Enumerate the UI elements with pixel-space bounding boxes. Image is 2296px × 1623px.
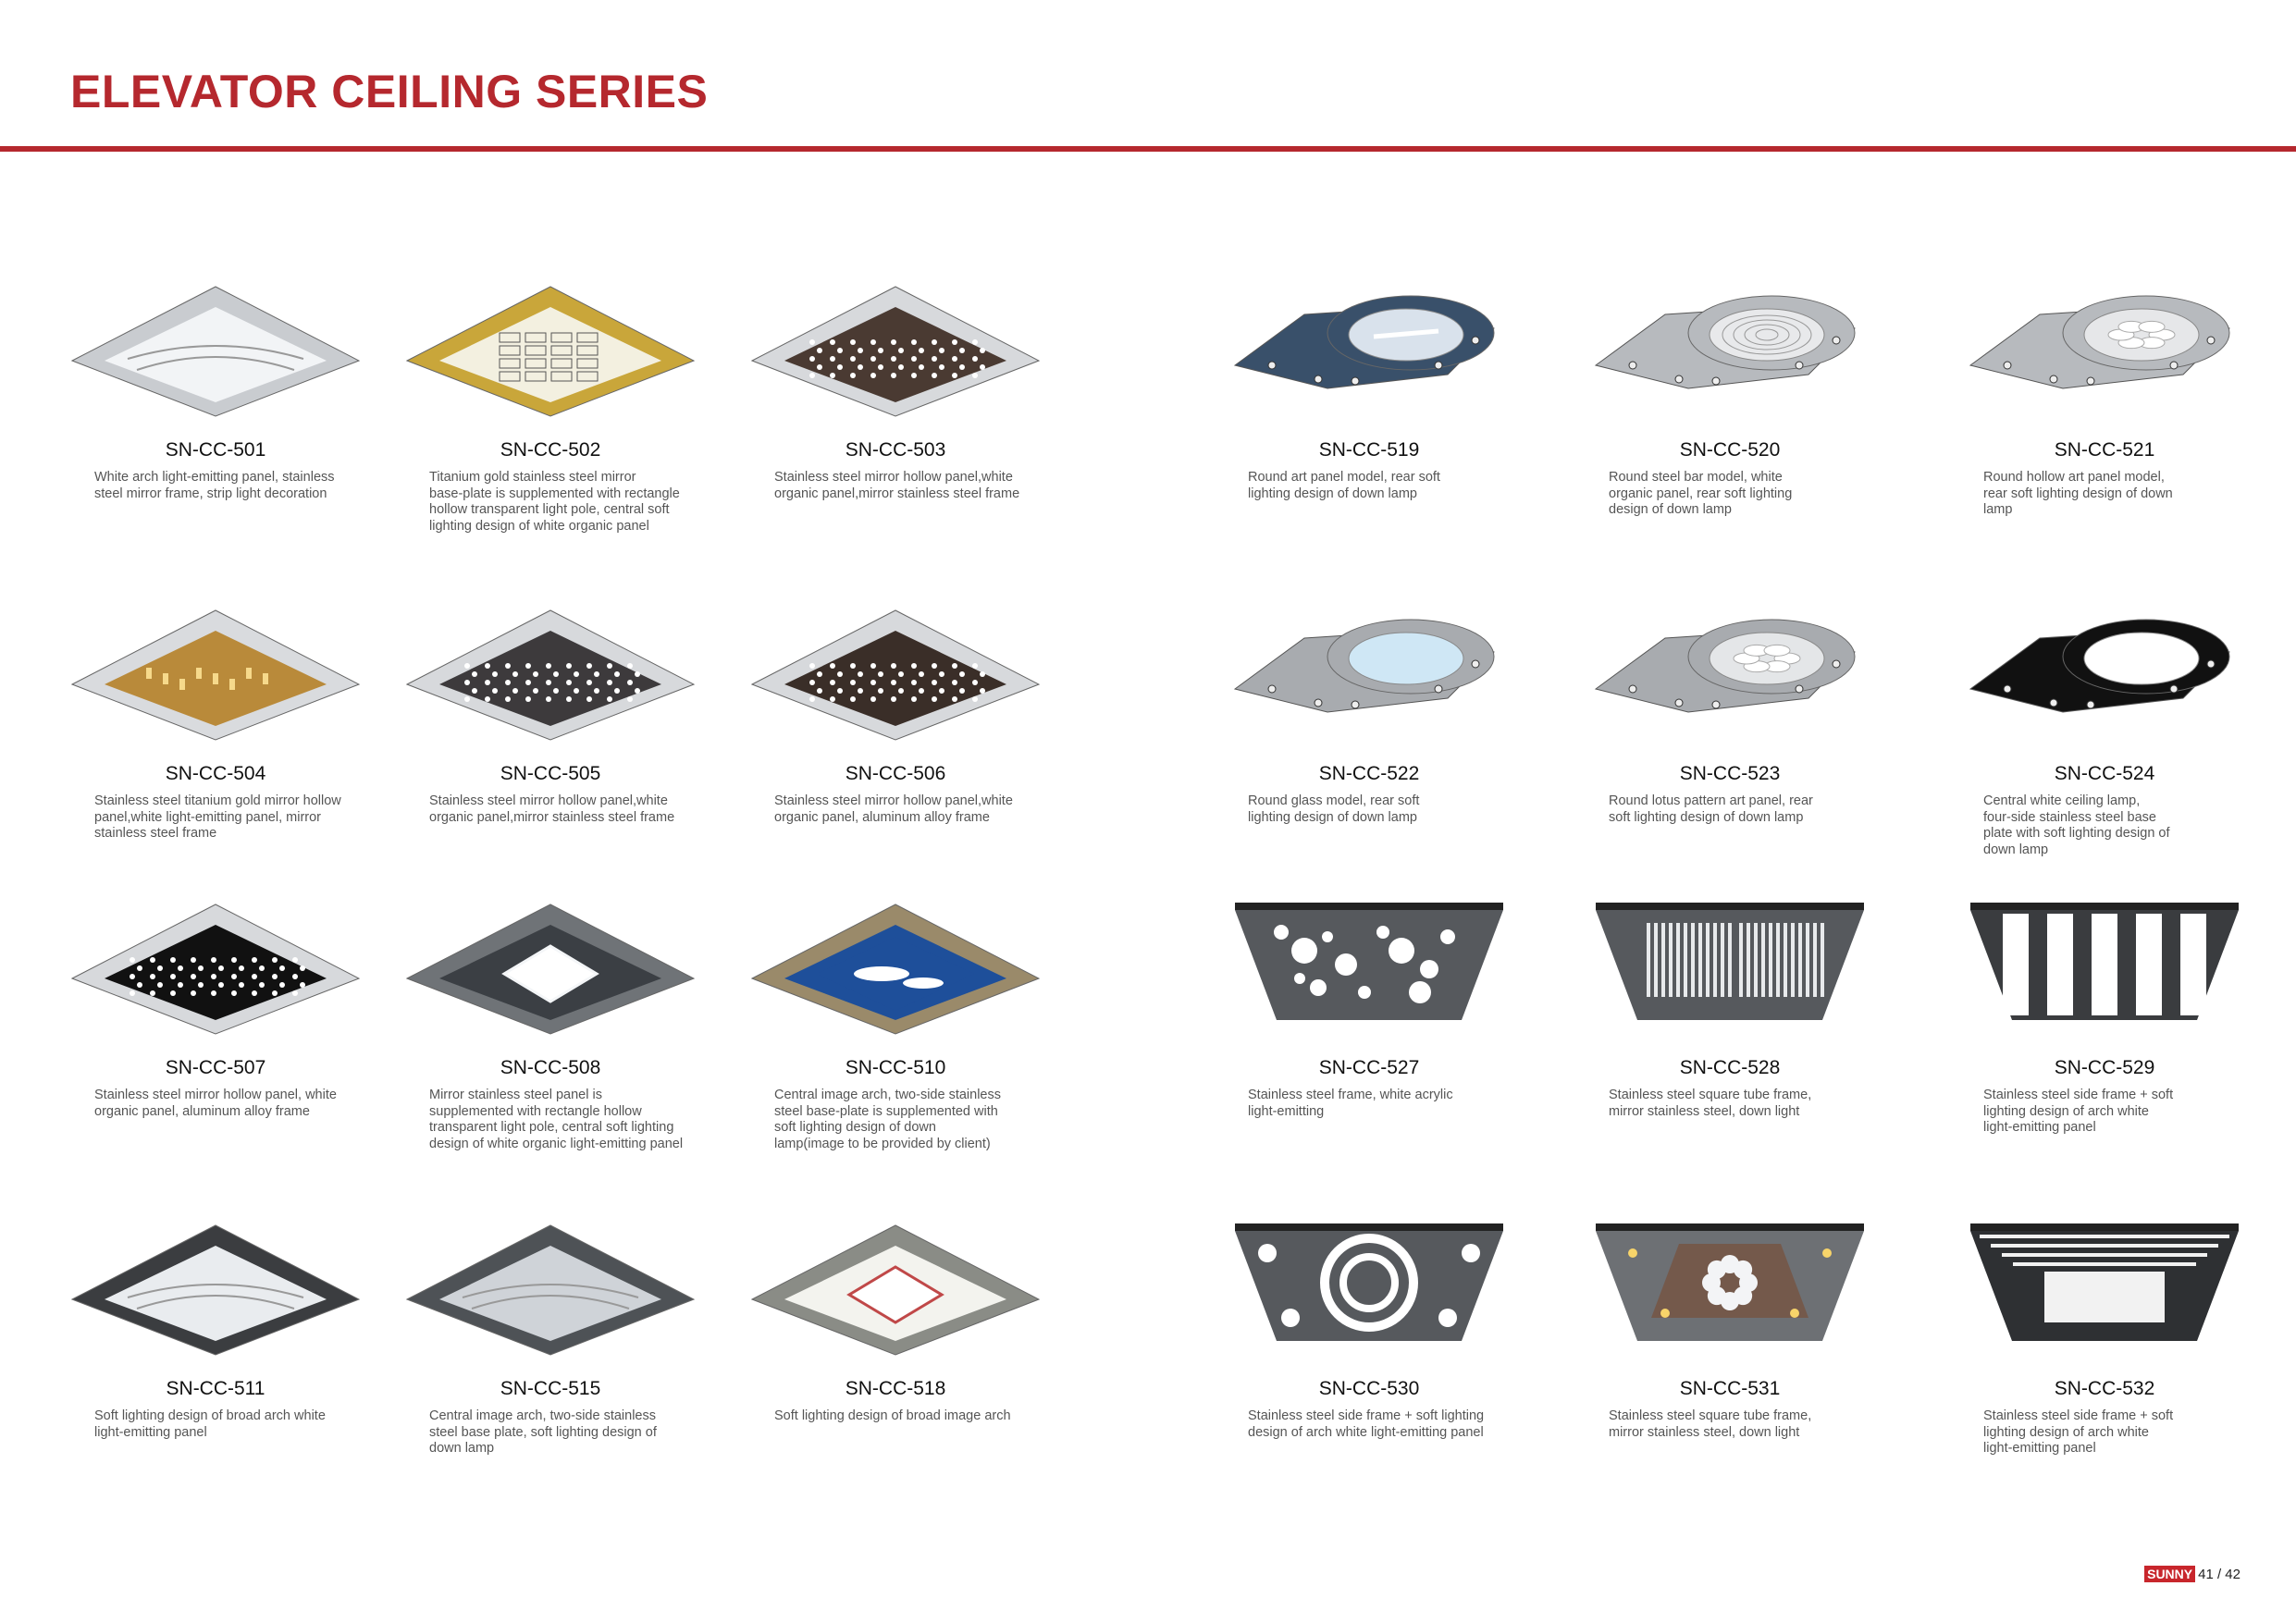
product-description (774, 1088, 1043, 1152)
product-code: SN-CC-524 (2054, 763, 2155, 784)
description-line: four-side stainless steel base (1983, 809, 2156, 825)
page-number: 41 / 42 (2198, 1566, 2240, 1582)
description-line: organic panel, aluminum alloy frame (774, 809, 990, 825)
ceiling-image-arch-icon (398, 1216, 703, 1364)
product-code: SN-CC-505 (500, 763, 601, 784)
ceiling-black-circles-icon (63, 895, 368, 1043)
product-description (1983, 1408, 2252, 1457)
description-line: Stainless steel mirror hollow panel,white (774, 470, 1013, 485)
round-panel-black-icon (1952, 601, 2257, 749)
description-line: Stainless steel side frame + soft (1983, 1408, 2174, 1423)
description-line: plate with soft lighting design of (1983, 826, 2170, 841)
description-line: Central image arch, two-side stainless (429, 1408, 656, 1423)
description-line: Round steel bar model, white (1609, 470, 1783, 485)
description-line: lighting design of arch white (1983, 1103, 2149, 1119)
description-line: organic panel,mirror stainless steel frame (774, 486, 1020, 501)
description-line: Round lotus pattern art panel, rear (1609, 793, 1813, 808)
product-description (1983, 793, 2252, 858)
description-line: design of down lamp (1609, 502, 1732, 517)
product-description (429, 1408, 697, 1457)
description-line: Soft lighting design of broad image arch (774, 1408, 1011, 1423)
round-panel-lotus-icon (1577, 601, 1882, 749)
round-panel-flower-icon (1952, 277, 2257, 425)
description-line: rear soft lighting design of down (1983, 486, 2173, 501)
flat-panel-stripes-icon (1952, 895, 2257, 1043)
flat-panel-bands-icon (1952, 1216, 2257, 1364)
description-line: Stainless steel titanium gold mirror hollow (94, 793, 341, 808)
description-line: light-emitting (1248, 1103, 1325, 1119)
product-code: SN-CC-527 (1318, 1057, 1420, 1078)
product-code: SN-CC-515 (500, 1378, 601, 1399)
description-line: Stainless steel mirror hollow panel, white (94, 1088, 337, 1102)
description-line: lamp(image to be provided by client) (774, 1136, 991, 1151)
description-line: organic panel, aluminum alloy frame (94, 1103, 310, 1119)
product-description (94, 470, 363, 502)
title-rule (0, 146, 2296, 152)
round-panel-glass-icon (1216, 601, 1522, 749)
description-line: Titanium gold stainless steel mirror (429, 470, 636, 485)
product-code: SN-CC-528 (1679, 1057, 1781, 1078)
description-line: down lamp (1983, 842, 2049, 857)
flat-panel-tubes-icon (1577, 895, 1882, 1043)
product-description (774, 470, 1043, 502)
product-description (774, 793, 1043, 826)
product-description (1248, 793, 1516, 826)
description-line: Stainless steel square tube frame, (1609, 1408, 1812, 1423)
description-line: mirror stainless steel, down light (1609, 1103, 1800, 1119)
page-footer (2144, 1566, 2240, 1582)
product-description (1248, 1408, 1516, 1441)
product-code: SN-CC-523 (1679, 763, 1781, 784)
ceiling-gold-grid-icon (398, 277, 703, 425)
product-description (1609, 793, 1877, 826)
description-line: steel mirror frame, strip light decoration (94, 486, 327, 501)
product-code: SN-CC-501 (165, 439, 266, 461)
ceiling-frame-diamond-icon (743, 1216, 1048, 1364)
product-code: SN-CC-510 (845, 1057, 946, 1078)
product-description (1983, 1088, 2252, 1137)
description-line: light-emitting panel (1983, 1120, 2096, 1135)
product-description (1609, 1408, 1877, 1441)
description-line: design of arch white light-emitting panel (1248, 1424, 1484, 1440)
description-line: hollow transparent light pole, central soft (429, 502, 670, 517)
description-line: Stainless steel side frame + soft lighting (1248, 1408, 1485, 1423)
ceiling-arch-panel-icon (63, 277, 368, 425)
product-code: SN-CC-508 (500, 1057, 601, 1078)
description-line: panel,white light-emitting panel, mirror (94, 809, 321, 825)
description-line: Stainless steel frame, white acrylic (1248, 1088, 1453, 1102)
product-description (429, 470, 697, 535)
description-line: supplemented with rectangle hollow (429, 1103, 642, 1119)
product-code: SN-CC-511 (166, 1378, 265, 1399)
product-code: SN-CC-506 (845, 763, 946, 784)
description-line: White arch light-emitting panel, stainless (94, 470, 335, 485)
description-line: light-emitting panel (1983, 1441, 2096, 1456)
description-line: steel base plate, soft lighting design of (429, 1424, 657, 1440)
description-line: steel base-plate is supplemented with (774, 1103, 998, 1119)
description-line: lighting design of arch white (1983, 1424, 2149, 1440)
description-line: transparent light pole, central soft lighting (429, 1120, 674, 1135)
product-description (94, 793, 363, 842)
description-line: Round glass model, rear soft (1248, 793, 1420, 808)
description-line: Round art panel model, rear soft (1248, 470, 1440, 485)
description-line: Stainless steel square tube frame, (1609, 1088, 1812, 1102)
description-line: base-plate is supplemented with rectangle (429, 486, 680, 501)
description-line: Stainless steel side frame + soft (1983, 1088, 2174, 1102)
description-line: Central image arch, two-side stainless (774, 1088, 1001, 1102)
ceiling-wave-dots-icon (398, 601, 703, 749)
product-code: SN-CC-503 (845, 439, 946, 461)
description-line: soft lighting design of down lamp (1609, 809, 1804, 825)
brand-logo: SUNNY (2144, 1566, 2195, 1582)
ceiling-broad-arch-icon (63, 1216, 368, 1364)
product-code: SN-CC-522 (1318, 763, 1420, 784)
round-panel-bars-icon (1577, 277, 1882, 425)
ceiling-dark-dots-icon (743, 277, 1048, 425)
product-code: SN-CC-504 (165, 763, 266, 784)
description-line: Round hollow art panel model, (1983, 470, 2165, 485)
description-line: organic panel, rear soft lighting (1609, 486, 1793, 501)
product-code: SN-CC-521 (2054, 439, 2155, 461)
description-line: mirror stainless steel, down light (1609, 1424, 1800, 1440)
description-line: design of white organic light-emitting panel (429, 1136, 684, 1151)
product-code: SN-CC-531 (1679, 1378, 1781, 1399)
product-description (94, 1088, 363, 1120)
page-title: ELEVATOR CEILING SERIES (70, 66, 709, 117)
ceiling-diamond-icon (398, 895, 703, 1043)
product-code: SN-CC-518 (845, 1378, 946, 1399)
ceiling-gold-mirror-icon (63, 601, 368, 749)
ceiling-grid-dots-icon (743, 601, 1048, 749)
flat-panel-flower-icon (1577, 1216, 1882, 1364)
ceiling-sky-image-icon (743, 895, 1048, 1043)
product-code: SN-CC-532 (2054, 1378, 2155, 1399)
description-line: Stainless steel mirror hollow panel,white (774, 793, 1013, 808)
product-code: SN-CC-520 (1679, 439, 1781, 461)
description-line: lighting design of down lamp (1248, 486, 1417, 501)
product-description (1248, 1088, 1516, 1120)
product-description (429, 793, 697, 826)
description-line: Soft lighting design of broad arch white (94, 1408, 326, 1423)
round-panel-blue-icon (1216, 277, 1522, 425)
description-line: Mirror stainless steel panel is (429, 1088, 602, 1102)
product-description (94, 1408, 363, 1441)
description-line: lighting design of white organic panel (429, 518, 649, 534)
description-line: lighting design of down lamp (1248, 809, 1417, 825)
product-description (1983, 470, 2252, 519)
description-line: Stainless steel mirror hollow panel,white (429, 793, 668, 808)
product-description (429, 1088, 697, 1152)
flat-panel-rings-icon (1216, 1216, 1522, 1364)
product-description (1609, 1088, 1877, 1120)
description-line: light-emitting panel (94, 1424, 207, 1440)
description-line: lamp (1983, 502, 2013, 517)
product-code: SN-CC-519 (1318, 439, 1420, 461)
description-line: organic panel,mirror stainless steel frame (429, 809, 675, 825)
description-line: Central white ceiling lamp, (1983, 793, 2141, 808)
description-line: stainless steel frame (94, 826, 217, 841)
description-line: down lamp (429, 1441, 495, 1456)
product-code: SN-CC-529 (2054, 1057, 2155, 1078)
product-description (774, 1408, 1043, 1425)
description-line: soft lighting design of down (774, 1120, 936, 1135)
product-code: SN-CC-502 (500, 439, 601, 461)
flat-panel-holes-icon (1216, 895, 1522, 1043)
product-description (1609, 470, 1877, 519)
product-code: SN-CC-530 (1318, 1378, 1420, 1399)
product-code: SN-CC-507 (165, 1057, 266, 1078)
product-description (1248, 470, 1516, 502)
